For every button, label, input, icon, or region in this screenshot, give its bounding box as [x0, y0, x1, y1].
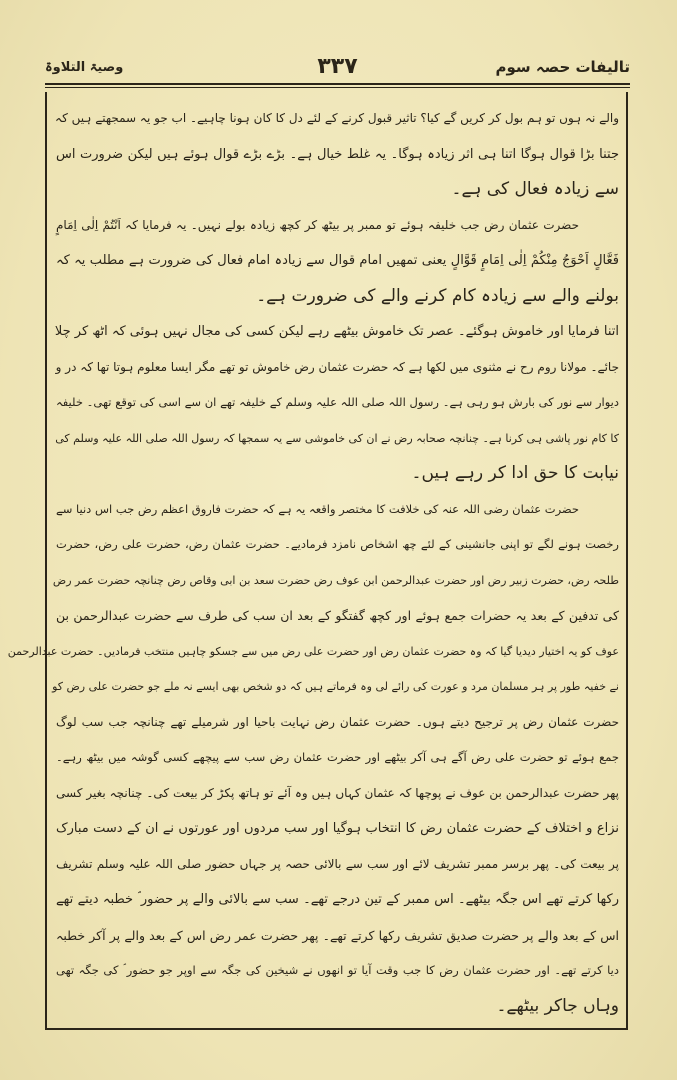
page-number: ۳۳۷	[317, 54, 358, 79]
text-line: طلحہ رض، حضرت زبیر رض اور حضرت عبدالرحمن ابن عوف رض حضرت سعد بن ابی وقاص رض چنانچہ حضرت عمر رض	[52, 573, 619, 587]
text-line: جائے۔ مولانا روم رح نے مثنوی میں لکھا ہے کہ حضرت عثمان رض خاموش تو تھے مگر ایسا معلوم ہوتا تھا کہ در و	[55, 359, 619, 374]
page-header	[45, 56, 630, 84]
text-line: سے زیادہ فعال کی ہے۔	[451, 179, 619, 199]
text-line: رخصت ہونے لگے تو اپنی جانشینی کے لئے چھ اشخاص نامزد فرمادیے۔ حضرت عثمان رض، حضرت علی رض، حضرت	[56, 537, 619, 551]
text-line: جتنا بڑا قوال ہوگا اتنا ہی اثر زیادہ ہوگا۔ یہ غلط خیال ہے۔ بڑے بڑے قوال ہوئے ہیں لیکن ضرورت اس	[56, 146, 619, 162]
text-line: اس کے بعد والے پر حضرت صدیق تشریف رکھا کرتے تھے۔ پھر حضرت عمر رض اس کے بعد والے پر آکر خطبہ	[56, 927, 619, 943]
text-line: پھر حضرت عبدالرحمن بن عوف نے پوچھا کہ عثمان کہاں ہیں وہ آئے تو ہاتھ پکڑ کر بیعت کی۔ چنانچہ بغیر کسی	[56, 785, 619, 800]
header-rule	[45, 83, 630, 85]
text-line: فَعَّالٍ اَحْوَجُ مِنْکُمْ اِلٰی اِمَامٍ قَوَّالٍ یعنی تمھیں امام قوال سے زیادہ امام فعال کی ضرورت ہے مطلب یہ کہ	[56, 253, 619, 268]
text-line: نے خفیہ طور پر ہر مسلمان مرد و عورت کی رائے لی وہ فرماتے ہیں کہ دو شخص بھی ایسے نہ ملے جو حضرت علی رض کو	[52, 680, 619, 693]
header-rule-thin	[45, 87, 630, 88]
text-line: وہاں جاکر بیٹھے۔	[496, 995, 619, 1016]
text-line: رکھا کرتے تھے اس جگہ بیٹھے۔ اس ممبر کے تین درجے تھے۔ سب سے بالائی والے پر حضور ؐ خطبہ دیتے تھے	[56, 892, 619, 907]
text-line: نیابت کا حق ادا کر رہے ہیں۔	[411, 463, 619, 483]
text-line: والے نہ ہوں تو ہم بول کر کریں گے کیا؟ تاثیر قبول کرنے کے لئے دل کا کان ہونا چاہیے۔ اب جو یہ سمجھتے ہیں کہ	[55, 111, 619, 125]
text-line: اتنا فرمایا اور خاموش ہوگئے۔ عصر تک خاموش بیٹھے رہے لیکن کسی کی مجال نہیں ہوئی کہ اٹھ کر چلا	[54, 324, 619, 339]
text-line: کا کام نور پاشی ہی کرنا ہے۔ چنانچہ صحابہ رض نے ان کی خاموشی سے یہ سمجھا کہ رسول اللہ صلی اللہ علیہ وسلم کی	[55, 431, 619, 445]
text-line: پر بیعت کی۔ پھر برسر ممبر تشریف لائے اور سب سے بالائی حصہ پر جہاں حضور صلی اللہ علیہ وسلم تشریف	[56, 856, 619, 871]
body-text	[7, 101, 619, 1024]
text-line: جمع ہوئے تو حضرت علی رض آگے ہی آکر بیٹھے اور حضرت عثمان رض سب سے پیچھے کسی گوشہ میں بیٹھ رہے۔	[56, 750, 619, 764]
text-line: دیا کرتے تھے۔ اور حضرت عثمان رض کا جب وقت آیا تو انھوں نے شیخین کی جگہ سے اوپر جو حضور ؐ کی جگہ تھی	[56, 963, 619, 977]
text-line: دیوار سے نور کی بارش ہو رہی ہے۔ رسول اللہ صلی اللہ علیہ وسلم کے خلیفہ تھے ان سے اسی کی توقع تھی۔ خلیفہ	[56, 395, 619, 409]
text-line: حضرت عثمان رضی اللہ عنہ کی خلافت کا مختصر واقعہ یہ ہے کہ حضرت فاروق اعظم رض جب اس دنیا سے	[55, 501, 579, 516]
text-line: نزاع و اختلاف کے حضرت عثمان رض کا انتخاب ہوگیا اور سب مردوں اور عورتوں نے ان کے دست مبارک	[56, 821, 619, 836]
book-title: تالیفات حصہ سوم	[495, 58, 630, 76]
text-line: کی تدفین کے بعد یہ حضرات جمع ہوئے اور کچھ گفتگو کے بعد ان سب کی طرف سے حضرت عبدالرحمن بن	[56, 608, 619, 623]
chapter-title: وصیۃ التلاوۃ	[45, 60, 124, 75]
text-line: حضرت عثمان رض جب خلیفہ ہوئے تو ممبر پر بیٹھ کر کچھ زیادہ بولے نہیں۔ یہ فرمایا کہ اَنْتُمْ اِلٰی اِمَامٍ	[56, 217, 579, 232]
text-line: بولنے والے سے زیادہ کام کرنے والے کی ضرورت ہے۔	[256, 285, 619, 306]
text-line: حضرت عثمان رض پر ترجیح دیتے ہوں۔ حضرت عثمان رض نہایت باحیا اور شرمیلے تھے چنانچہ جب سب لوگ	[56, 714, 619, 729]
text-line: عوف کو یہ اختیار دیدیا گیا کہ وہ حضرت عثمان رض اور حضرت علی رض میں سے جسکو چاہیں منتخب فرمادیں۔ حضرت عبدالرحمن	[7, 644, 619, 658]
